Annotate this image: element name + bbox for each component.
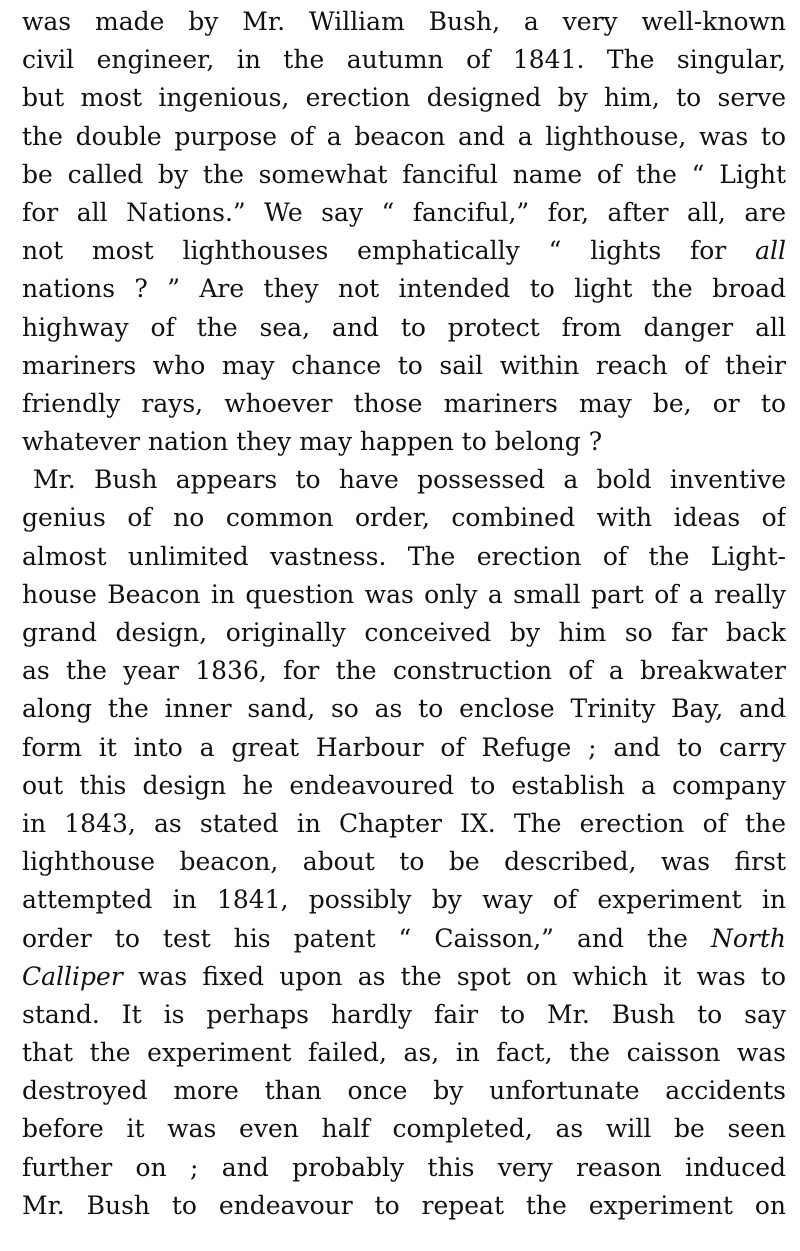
italic-text: Calliper [22, 961, 123, 991]
page-text [22, 3, 786, 1225]
text-line [22, 767, 786, 805]
text-line [22, 1149, 786, 1187]
text-line [22, 1187, 786, 1225]
text-line [22, 270, 786, 308]
text-line [22, 538, 786, 576]
paragraph [22, 3, 786, 461]
text-line [22, 1110, 786, 1148]
text-segment: whatever nation they may happen to belong ? [22, 427, 603, 457]
text-segment: but most ingenious, erection designed by him, to serve [22, 83, 786, 113]
text-line [22, 614, 786, 652]
text-segment: as the year 1836, for the construction of a breakwater [22, 656, 786, 686]
text-line [22, 79, 786, 117]
text-line [22, 881, 786, 919]
text-line [22, 729, 786, 767]
text-segment: civil engineer, in the autumn of 1841. The singular, [22, 45, 786, 75]
text-segment: lighthouse beacon, about to be described, was first [22, 847, 786, 877]
text-line [22, 996, 786, 1034]
text-segment: was made by Mr. William Bush, a very well-known [22, 7, 786, 36]
text-segment: genius of no common order, combined with ideas of [22, 503, 786, 533]
italic-text: all [755, 236, 786, 266]
text-segment: the double purpose of a beacon and a lighthouse, was to [22, 121, 786, 151]
text-segment: highway of the sea, and to protect from danger all [22, 312, 786, 342]
text-segment: in 1843, as stated in Chapter IX. The erection of the [22, 808, 786, 838]
text-segment: grand design, originally conceived by him so far back [22, 618, 786, 647]
text-segment: destroyed more than once by unfortunate accidents [22, 1076, 786, 1106]
text-segment: friendly rays, whoever those mariners may be, or to [22, 388, 786, 418]
text-segment: almost unlimited vastness. The erection of the Light- [22, 541, 786, 571]
text-segment: further on ; and probably this very reason induced [22, 1152, 786, 1182]
text-segment: out this design he endeavoured to establish a company [22, 770, 786, 800]
text-segment: attempted in 1841, possibly by way of experiment in [22, 885, 786, 915]
text-segment: for all Nations.” We say “ fanciful,” for, after all, are [22, 197, 786, 227]
text-segment: along the inner sand, so as to enclose Trinity Bay, and [22, 694, 786, 724]
text-line [22, 156, 786, 194]
text-segment: Mr. Bush to endeavour to repeat the experiment on [22, 1190, 786, 1220]
text-segment: before it was even half completed, as will be seen [22, 1114, 786, 1144]
text-line [22, 499, 786, 537]
text-line [22, 843, 786, 881]
text-line [22, 423, 786, 461]
text-segment: that the experiment failed, as, in fact, the caisson was [22, 1038, 786, 1068]
text-segment: Mr. Bush appears to have possessed a bold inventive [33, 465, 786, 495]
text-line [22, 118, 786, 156]
text-line [22, 920, 786, 958]
text-line [22, 652, 786, 690]
text-segment: not most lighthouses emphatically “ lights for [22, 236, 756, 266]
text-line [22, 232, 786, 270]
text-segment: form it into a great Harbour of Refuge ; and to carry [22, 732, 786, 762]
text-line [22, 461, 786, 499]
paragraph [22, 461, 786, 1225]
text-line [22, 690, 786, 728]
text-segment: order to test his patent “ Caisson,” and the [22, 923, 711, 953]
text-segment: mariners who may chance to sail within reach of their [22, 350, 786, 380]
text-line [22, 1034, 786, 1072]
text-line [22, 3, 786, 41]
text-segment: was fixed upon as the spot on which it was to [122, 961, 786, 991]
text-line [22, 347, 786, 385]
text-line [22, 194, 786, 232]
text-line [22, 309, 786, 347]
text-segment: house Beacon in question was only a small part of a really [22, 579, 786, 609]
text-line [22, 41, 786, 79]
text-segment: stand. It is perhaps hardly fair to Mr. Bush to say [22, 999, 786, 1029]
italic-text: North [710, 923, 786, 953]
text-line [22, 805, 786, 843]
text-line [22, 576, 786, 614]
text-line [22, 958, 786, 996]
text-line [22, 385, 786, 423]
text-segment: be called by the somewhat fanciful name of the “ Light [22, 159, 786, 189]
text-segment: nations ? ” Are they not intended to light the broad [22, 274, 786, 304]
text-line [22, 1072, 786, 1110]
